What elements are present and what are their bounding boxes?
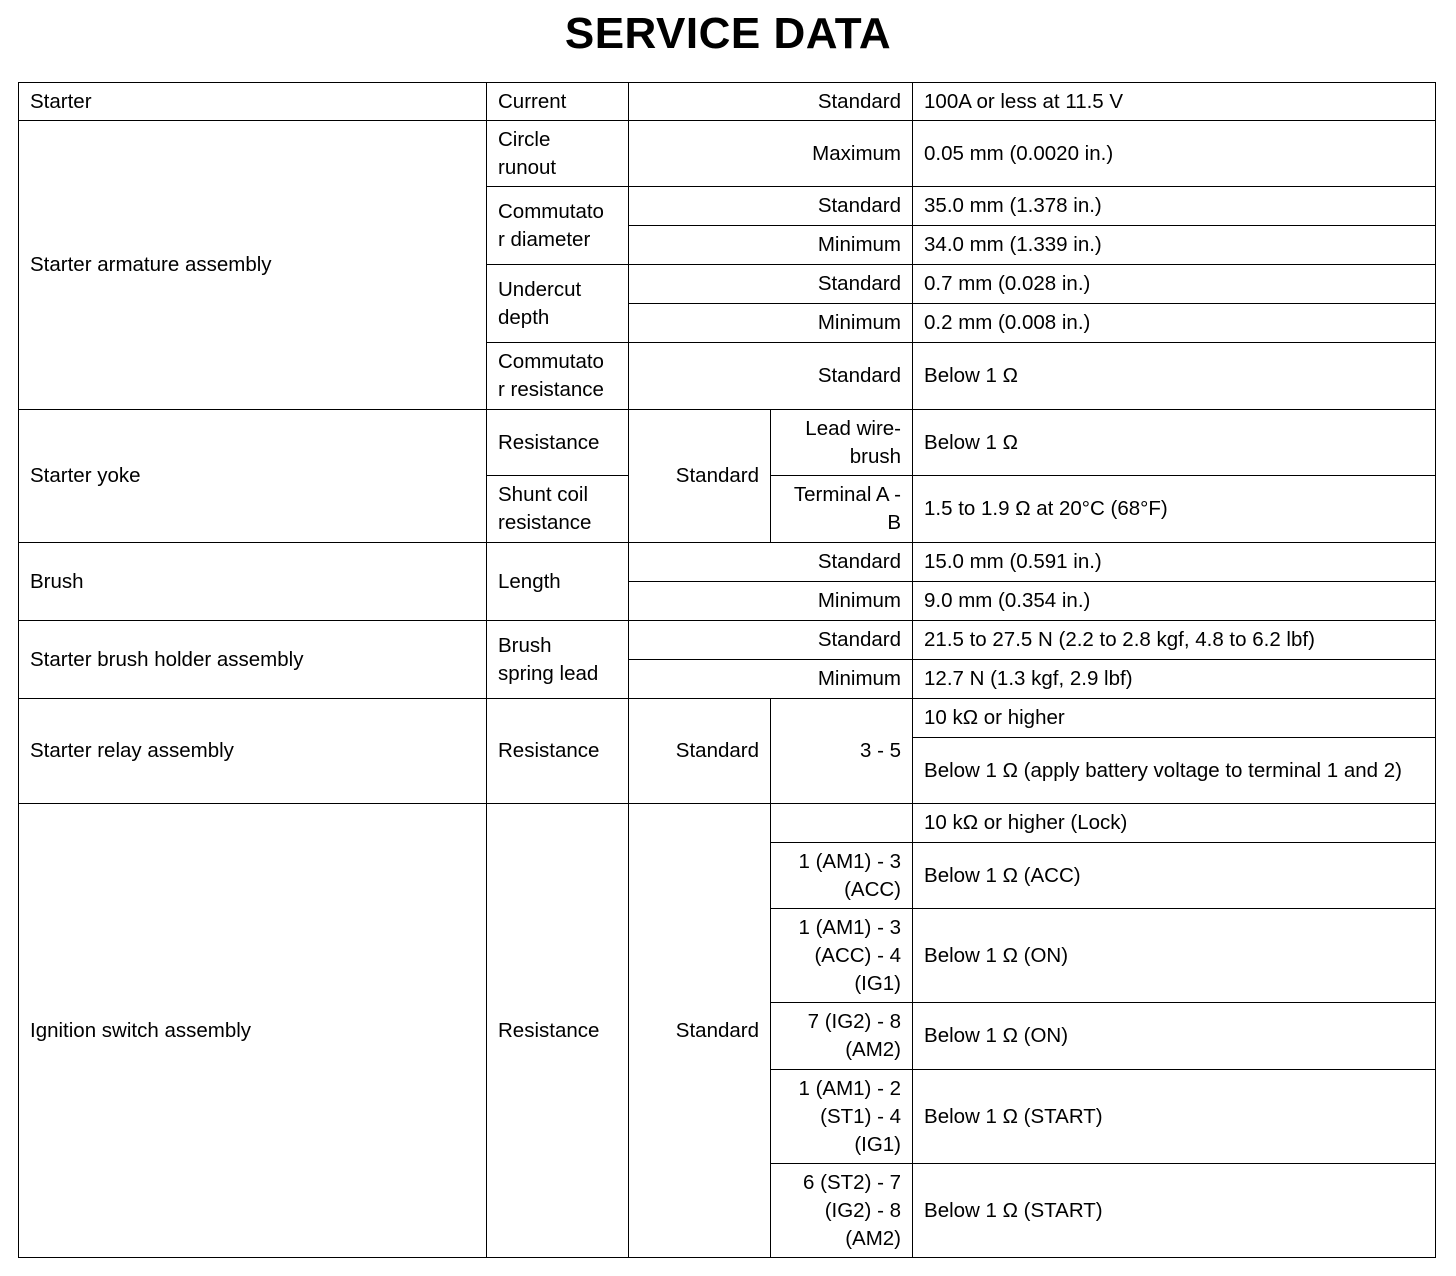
item-cell: Brush bbox=[19, 543, 487, 621]
condition-cell: Terminal A - B bbox=[771, 476, 913, 543]
item-cell: Starter bbox=[19, 83, 487, 121]
spec-kind-cell: Standard bbox=[629, 621, 913, 660]
condition-cell: 1 (AM1) - 3 (ACC) - 4 (IG1) bbox=[771, 909, 913, 1003]
condition-cell: 1 (AM1) - 2 (ST1) - 4 (IG1) bbox=[771, 1070, 913, 1164]
table-row bbox=[19, 621, 1436, 660]
value-cell: 35.0 mm (1.378 in.) bbox=[913, 187, 1436, 226]
value-cell: 10 kΩ or higher (Lock) bbox=[913, 804, 1436, 843]
service-data-table bbox=[18, 82, 1436, 1258]
condition-cell: 1 (AM1) - 3 (ACC) bbox=[771, 843, 913, 909]
spec-kind-cell: Minimum bbox=[629, 582, 913, 621]
item-cell: Starter relay assembly bbox=[19, 699, 487, 804]
value-cell: 1.5 to 1.9 Ω at 20°C (68°F) bbox=[913, 476, 1436, 543]
value-cell: 9.0 mm (0.354 in.) bbox=[913, 582, 1436, 621]
param-cell: Circle runout bbox=[487, 121, 629, 187]
table-row bbox=[19, 121, 1436, 187]
table-row bbox=[19, 543, 1436, 582]
param-cell: Resistance bbox=[487, 410, 629, 476]
value-cell: Below 1 Ω (apply battery voltage to terminal 1 and 2) bbox=[913, 738, 1436, 804]
spec-kind-cell: Standard bbox=[629, 343, 913, 410]
table-row bbox=[19, 83, 1436, 121]
value-cell: 12.7 N (1.3 kgf, 2.9 lbf) bbox=[913, 660, 1436, 699]
spec-kind-cell: Minimum bbox=[629, 304, 913, 343]
value-cell: 100A or less at 11.5 V bbox=[913, 83, 1436, 121]
condition-cell bbox=[771, 804, 913, 843]
value-cell: Below 1 Ω (ON) bbox=[913, 909, 1436, 1003]
param-cell: Commutato r diameter bbox=[487, 187, 629, 265]
value-cell: 10 kΩ or higher bbox=[913, 699, 1436, 738]
param-cell: Commutato r resistance bbox=[487, 343, 629, 410]
value-cell: 15.0 mm (0.591 in.) bbox=[913, 543, 1436, 582]
value-cell: 0.7 mm (0.028 in.) bbox=[913, 265, 1436, 304]
spec-kind-cell: Standard bbox=[629, 804, 771, 1258]
spec-kind-cell: Minimum bbox=[629, 660, 913, 699]
condition-cell: 3 - 5 bbox=[771, 699, 913, 804]
item-cell: Starter yoke bbox=[19, 410, 487, 543]
item-cell: Ignition switch assembly bbox=[19, 804, 487, 1258]
condition-cell: Lead wire- brush bbox=[771, 410, 913, 476]
param-cell: Current bbox=[487, 83, 629, 121]
spec-kind-cell: Standard bbox=[629, 265, 913, 304]
page-title: SERVICE DATA bbox=[564, 9, 892, 58]
table-row bbox=[19, 804, 1436, 843]
value-cell: Below 1 Ω bbox=[913, 410, 1436, 476]
param-cell: Undercut depth bbox=[487, 265, 629, 343]
spec-kind-cell: Standard bbox=[629, 543, 913, 582]
value-cell: 21.5 to 27.5 N (2.2 to 2.8 kgf, 4.8 to 6.2 lbf) bbox=[913, 621, 1436, 660]
param-cell: Resistance bbox=[487, 699, 629, 804]
value-cell: Below 1 Ω (ACC) bbox=[913, 843, 1436, 909]
condition-cell: 7 (IG2) - 8 (AM2) bbox=[771, 1003, 913, 1070]
value-cell: 34.0 mm (1.339 in.) bbox=[913, 226, 1436, 265]
spec-kind-cell: Standard bbox=[629, 410, 771, 543]
param-cell: Shunt coil resistance bbox=[487, 476, 629, 543]
condition-cell: 6 (ST2) - 7 (IG2) - 8 (AM2) bbox=[771, 1164, 913, 1258]
table-row bbox=[19, 410, 1436, 476]
value-cell: 0.2 mm (0.008 in.) bbox=[913, 304, 1436, 343]
value-cell: Below 1 Ω (START) bbox=[913, 1164, 1436, 1258]
value-cell: Below 1 Ω bbox=[913, 343, 1436, 410]
value-cell: Below 1 Ω (ON) bbox=[913, 1003, 1436, 1070]
table-row bbox=[19, 699, 1436, 738]
param-cell: Brush spring lead bbox=[487, 621, 629, 699]
value-cell: 0.05 mm (0.0020 in.) bbox=[913, 121, 1436, 187]
item-cell: Starter brush holder assembly bbox=[19, 621, 487, 699]
value-cell: Below 1 Ω (START) bbox=[913, 1070, 1436, 1164]
spec-kind-cell: Standard bbox=[629, 83, 913, 121]
spec-kind-cell: Standard bbox=[629, 699, 771, 804]
spec-kind-cell: Standard bbox=[629, 187, 913, 226]
spec-kind-cell: Maximum bbox=[629, 121, 913, 187]
param-cell: Resistance bbox=[487, 804, 629, 1258]
item-cell: Starter armature assembly bbox=[19, 121, 487, 410]
spec-kind-cell: Minimum bbox=[629, 226, 913, 265]
param-cell: Length bbox=[487, 543, 629, 621]
